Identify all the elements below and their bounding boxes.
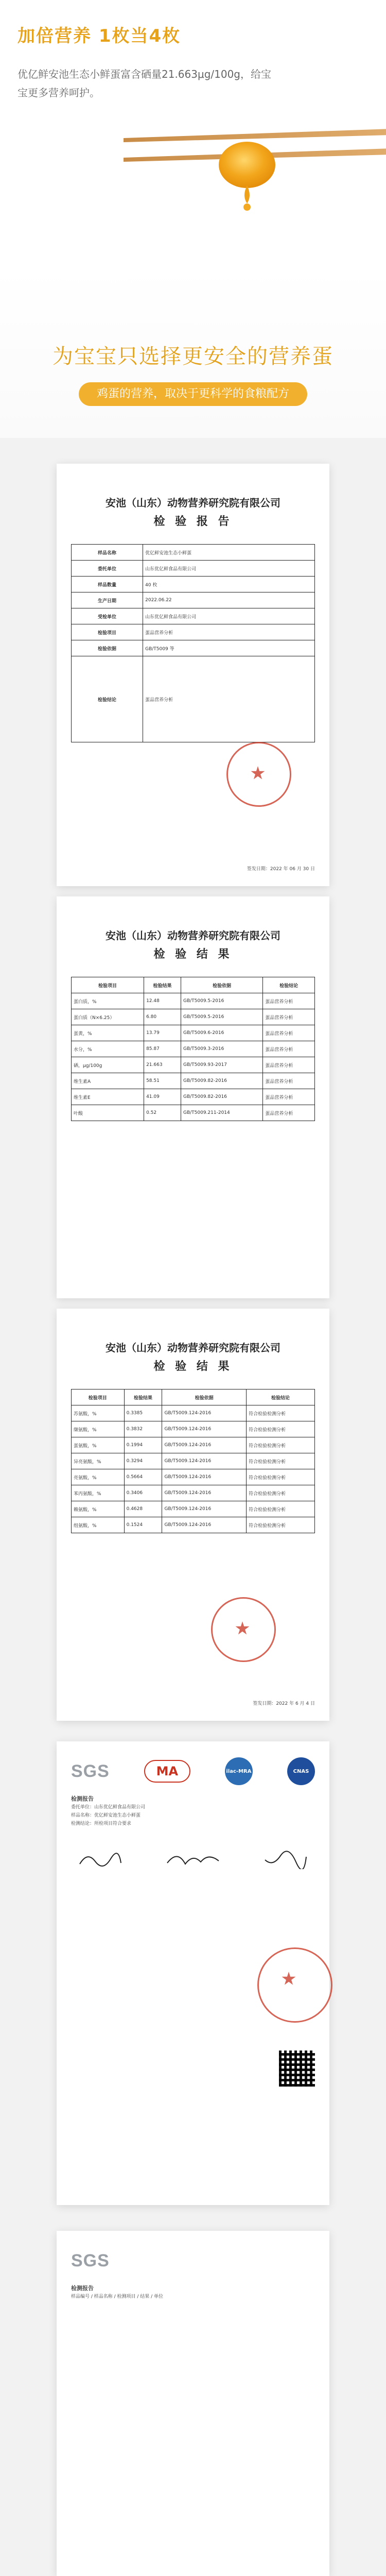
- table-cell: GB/T5009.5-2016: [181, 993, 262, 1009]
- table-cell: 蛋品营养分析: [263, 1073, 315, 1089]
- table-cell: 0.1524: [124, 1517, 162, 1533]
- red-stamp: [257, 1947, 332, 2023]
- table-cell: 0.52: [144, 1105, 181, 1121]
- table-cell: 蛋品营养分析: [143, 656, 315, 742]
- table-cell: 12.48: [144, 993, 181, 1009]
- table-cell: GB/T5009 等: [143, 640, 315, 656]
- table-header: 检验结果: [124, 1389, 162, 1405]
- table-cell: 苏氨酸，%: [72, 1405, 125, 1421]
- table-cell: GB/T5009.211-2014: [181, 1105, 262, 1121]
- sgs-line: 检测结论：所检项目符合要求: [71, 1821, 132, 1826]
- sgs-report-label: 检测报告: [71, 2285, 94, 2292]
- signature-1: [77, 1849, 124, 1869]
- table-cell: 蛋品营养分析: [263, 993, 315, 1009]
- table-cell: 6.80: [144, 1009, 181, 1025]
- ilac-logo: ilac-MRA: [225, 1757, 253, 1785]
- report-card-1: [57, 464, 329, 886]
- table-cell: 符合检验检测分析: [247, 1405, 315, 1421]
- sgs-report-card-2: [57, 2231, 329, 2576]
- table-cell: 蛋氨酸，%: [72, 1437, 125, 1453]
- table-cell: 蛋品营养分析: [263, 1009, 315, 1025]
- egg-yolk-illustration: [216, 139, 278, 211]
- signatures: [57, 1849, 329, 1869]
- table-header: 检验结论: [247, 1389, 315, 1405]
- red-stamp: [211, 1597, 276, 1662]
- table-cell: 委托单位: [72, 561, 143, 577]
- table-cell: 赖氨酸，%: [72, 1501, 125, 1517]
- table-cell: 符合检验检测分析: [247, 1501, 315, 1517]
- table-header: 检验依据: [181, 977, 262, 993]
- hero-section: [0, 0, 386, 268]
- table-cell: 符合检验检测分析: [247, 1469, 315, 1485]
- table-cell: 0.3406: [124, 1485, 162, 1501]
- table-cell: 0.4628: [124, 1501, 162, 1517]
- table-cell: GB/T5009.124-2016: [162, 1405, 247, 1421]
- table-cell: 异亮氨酸，%: [72, 1453, 125, 1469]
- table-cell: GB/T5009.124-2016: [162, 1501, 247, 1517]
- table-cell: GB/T5009.124-2016: [162, 1485, 247, 1501]
- table-cell: GB/T5009.124-2016: [162, 1517, 247, 1533]
- table-cell: 蛋黄，%: [72, 1025, 144, 1041]
- table-cell: 优亿鲜安池生态小鲜蛋: [143, 545, 315, 561]
- report-table: [71, 544, 315, 742]
- table-cell: GB/T5009.6-2016: [181, 1025, 262, 1041]
- table-cell: GB/T5009.93-2017: [181, 1057, 262, 1073]
- table-cell: GB/T5009.3-2016: [181, 1041, 262, 1057]
- signature-2: [165, 1849, 221, 1869]
- table-cell: GB/T5009.82-2016: [181, 1089, 262, 1105]
- report-org: 安池（山东）动物营养研究院有限公司: [106, 497, 280, 509]
- table-cell: 维生素A: [72, 1073, 144, 1089]
- table-cell: 符合检验检测分析: [247, 1453, 315, 1469]
- table-cell: 0.1994: [124, 1437, 162, 1453]
- report-sign-date: 签发日期：2022 年 06 月 30 日: [247, 867, 315, 872]
- slogan-text: 为宝宝只选择更安全的营养蛋: [52, 345, 334, 368]
- table-cell: 0.3832: [124, 1421, 162, 1437]
- sgs-report-card-1: [57, 1741, 329, 2205]
- hero-subtitle: 优亿鲜安池生态小鲜蛋富含硒量21.663μg/100g，给宝宝更多营养呵护。: [17, 68, 272, 99]
- report-org: 安池（山东）动物营养研究院有限公司: [106, 929, 280, 942]
- sgs-line: 委托单位：山东优亿鲜食品有限公司: [71, 1805, 146, 1810]
- table-cell: 符合检验检测分析: [247, 1485, 315, 1501]
- report-title: 检 验 结 果: [153, 1360, 233, 1373]
- table-cell: 0.5664: [124, 1469, 162, 1485]
- ma-logo: MA: [144, 1760, 190, 1783]
- table-cell: 蛋品营养分析: [143, 624, 315, 640]
- table-cell: 检验依据: [72, 640, 143, 656]
- table-cell: 85.87: [144, 1041, 181, 1057]
- table-cell: 缬氨酸，%: [72, 1421, 125, 1437]
- table-cell: GB/T5009.5-2016: [181, 1009, 262, 1025]
- table-cell: 符合检验检测分析: [247, 1421, 315, 1437]
- sgs-report-body: [71, 1795, 315, 1828]
- table-cell: 山东优亿鲜食品有限公司: [143, 608, 315, 624]
- table-cell: 0.3294: [124, 1453, 162, 1469]
- report-table: [71, 1389, 315, 1533]
- table-header: 检验结果: [144, 977, 181, 993]
- certification-logos: [71, 1757, 315, 1786]
- report-table: [71, 977, 315, 1121]
- table-cell: 蛋白质（N×6.25）: [72, 1009, 144, 1025]
- sgs-line: 样品编号 / 样品名称 / 检测项目 / 结果 / 单位: [71, 2294, 164, 2299]
- table-cell: 维生素E: [72, 1089, 144, 1105]
- table-cell: 苯丙氨酸，%: [72, 1485, 125, 1501]
- table-cell: 水分，%: [72, 1041, 144, 1057]
- table-header: 检验依据: [162, 1389, 247, 1405]
- table-cell: 58.51: [144, 1073, 181, 1089]
- table-cell: 硒，μg/100g: [72, 1057, 144, 1073]
- certification-logos: [71, 2246, 315, 2275]
- table-cell: 0.3385: [124, 1405, 162, 1421]
- table-cell: GB/T5009.82-2016: [181, 1073, 262, 1089]
- table-cell: 13.79: [144, 1025, 181, 1041]
- table-cell: 蛋白质，%: [72, 993, 144, 1009]
- table-cell: 符合检验检测分析: [247, 1517, 315, 1533]
- table-cell: 样品名称: [72, 545, 143, 561]
- sgs-line: 样品名称：优亿鲜安池生态小鲜蛋: [71, 1813, 141, 1818]
- table-cell: 蛋品营养分析: [263, 1057, 315, 1073]
- report-card-3: [57, 1309, 329, 1721]
- sgs-logo: SGS: [71, 2250, 110, 2270]
- sgs-report-body: [71, 2284, 315, 2301]
- report-org: 安池（山东）动物营养研究院有限公司: [106, 1342, 280, 1354]
- hero-title: 加倍营养 1枚当4枚: [17, 26, 181, 46]
- table-cell: 山东优亿鲜食品有限公司: [143, 561, 315, 577]
- table-header: 检验结论: [263, 977, 315, 993]
- table-cell: 生产日期: [72, 592, 143, 608]
- table-cell: 蛋品营养分析: [263, 1089, 315, 1105]
- table-cell: GB/T5009.124-2016: [162, 1453, 247, 1469]
- table-header: 检验项目: [72, 977, 144, 993]
- signature-3: [262, 1849, 309, 1869]
- table-cell: 蛋品营养分析: [263, 1025, 315, 1041]
- sgs-report-label: 检测报告: [71, 1795, 94, 1802]
- table-cell: GB/T5009.124-2016: [162, 1421, 247, 1437]
- sgs-logo: SGS: [71, 1761, 110, 1781]
- red-stamp: [226, 742, 291, 807]
- table-header: 检验项目: [72, 1389, 125, 1405]
- table-cell: 2022.06.22: [143, 592, 315, 608]
- table-cell: 亮氨酸，%: [72, 1469, 125, 1485]
- table-cell: 41.09: [144, 1089, 181, 1105]
- report-card-2: [57, 896, 329, 1298]
- report-sign-date: 签发日期：2022 年 6 月 4 日: [253, 1701, 315, 1706]
- slogan-pill: 鸡蛋的营养，取决于更科学的食粮配方: [79, 382, 307, 406]
- table-cell: GB/T5009.124-2016: [162, 1437, 247, 1453]
- report-title: 检 验 结 果: [153, 947, 233, 961]
- qr-code: [279, 2050, 315, 2087]
- table-cell: 40 枚: [143, 577, 315, 592]
- table-cell: 蛋品营养分析: [263, 1105, 315, 1121]
- table-cell: 21.663: [144, 1057, 181, 1073]
- table-cell: 受检单位: [72, 608, 143, 624]
- table-cell: 检验结论: [72, 656, 143, 742]
- table-cell: 样品数量: [72, 577, 143, 592]
- report-title: 检 验 报 告: [153, 515, 233, 528]
- table-cell: 检验项目: [72, 624, 143, 640]
- table-cell: 符合检验检测分析: [247, 1437, 315, 1453]
- table-cell: 叶酸: [72, 1105, 144, 1121]
- cnas-logo: CNAS: [287, 1757, 315, 1785]
- table-cell: 组氨酸，%: [72, 1517, 125, 1533]
- table-cell: GB/T5009.124-2016: [162, 1469, 247, 1485]
- table-cell: 蛋品营养分析: [263, 1041, 315, 1057]
